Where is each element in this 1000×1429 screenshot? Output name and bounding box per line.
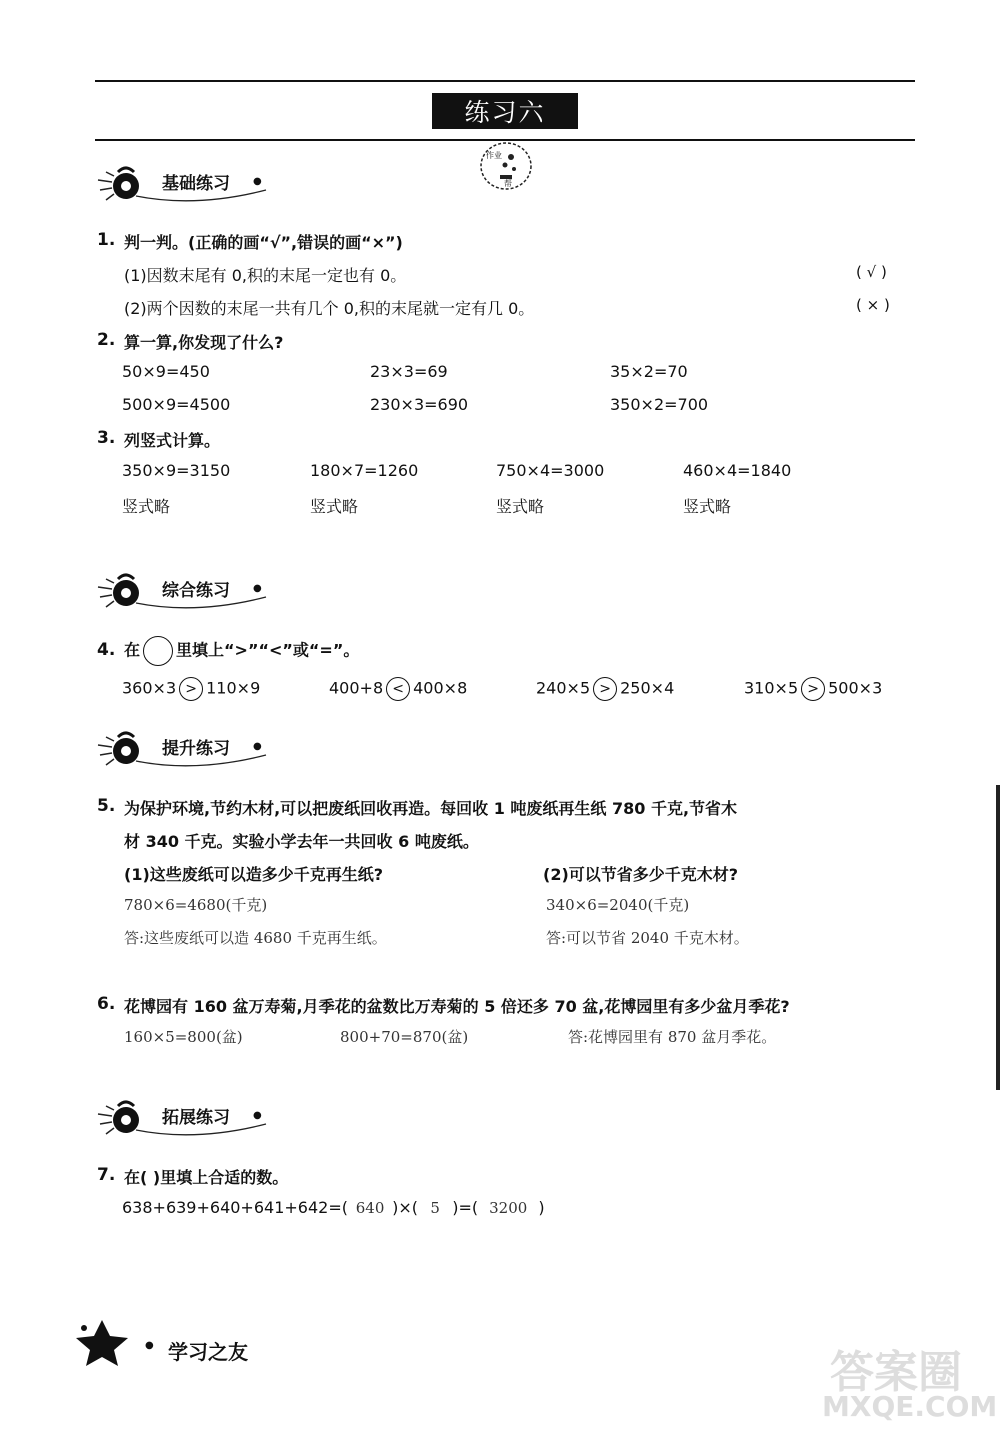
section-header-extension: 拓展练习 ● [96,1094,276,1144]
section-title-basic: 基础练习 [162,174,230,194]
q5-line-1: 为保护环境,节约木材,可以把废纸回收再造。每回收 1 吨废纸再生纸 780 千克,节省木 [124,799,738,818]
q3-item-3: 750×4=3000 [496,461,605,480]
q4-answer-4: > [801,677,825,701]
q7-text: 在( )里填上合适的数。 [124,1168,289,1187]
q5-line-2: 材 340 千克。实验小学去年一共回收 6 吨废纸。 [124,832,479,851]
q4-answer-2: < [386,677,410,701]
q4-answer-1: > [179,677,203,701]
q2-r2-c3: 350×2=700 [610,395,709,414]
q3-item-4: 460×4=1840 [683,461,792,480]
q7-blank-3: 3200 [489,1199,528,1217]
q4-item-4: 310×5 > 500×3 [744,677,882,701]
q4-text [124,636,359,666]
q4-number: 4. [97,640,116,660]
watermark-logo: 答案圈 [830,1347,962,1398]
q4-item-3: 240×5 > 250×4 [536,677,674,701]
section-title-extension: 拓展练习 [162,1108,230,1128]
q5-sub-1: (1)这些废纸可以造多少千克再生纸? [124,865,384,884]
section-header-basic: 基础练习 ● [96,160,276,210]
q4-item-1: 360×3 > 110×9 [122,677,260,701]
q5-answer-2: 答:可以节省 2040 千克木材。 [546,929,749,947]
q1-item-2: (2)两个因数的末尾一共有几个 0,积的末尾就一定有几 0。 [124,299,535,318]
q7-number: 7. [97,1165,116,1185]
section-title-comprehensive: 综合练习 [162,581,230,601]
q5-number: 5. [97,796,116,816]
side-bar [996,785,1000,1090]
q2-number: 2. [97,330,116,350]
q6-number: 6. [97,994,116,1014]
q4-text-pre: 在 [124,640,141,660]
q2-r2-c2: 230×3=690 [370,395,469,414]
q4-item-2: 400+8 < 400×8 [329,677,467,701]
q3-text: 列竖式计算。 [124,431,221,450]
q2-r1-c1: 50×9=450 [122,362,210,381]
q5-answer-1: 答:这些废纸可以造 4680 千克再生纸。 [124,929,387,947]
q7-blank-1: 640 [355,1199,385,1217]
section-title-advanced: 提升练习 [162,739,230,759]
q6-text: 花博园有 160 盆万寿菊,月季花的盆数比万寿菊的 5 倍还多 70 盆,花博园里有多少盆月季花? [124,997,790,1016]
section-header-advanced: 提升练习 ● [96,725,276,775]
page-title: 练习六 [432,93,578,129]
q7-expression: 638+639+640+641+642=( 640 )×( 5 )=( 3200 ) [122,1198,545,1217]
q3-note-1: 竖式略 [122,497,171,516]
q5-sub-2: (2)可以节省多少千克木材? [543,865,739,884]
q3-note-4: 竖式略 [683,497,732,516]
q1-item-1: (1)因数末尾有 0,积的末尾一定也有 0。 [124,266,407,285]
stamp-text-2: 帮 [504,179,512,188]
q5-calc-2: 340×6=2040(千克) [546,896,690,914]
top-rule [95,80,915,82]
star-icon [72,1318,132,1372]
q6-calc-1: 160×5=800(盆) [124,1028,243,1046]
q2-r1-c2: 23×3=69 [370,362,448,381]
q4-circle-example [143,636,173,666]
q3-note-2: 竖式略 [310,497,359,516]
q6-calc-2: 800+70=870(盆) [340,1028,469,1046]
q2-r2-c1: 500×9=4500 [122,395,231,414]
q3-item-2: 180×7=1260 [310,461,419,480]
q3-note-3: 竖式略 [496,497,545,516]
q6-answer: 答:花博园里有 870 盆月季花。 [568,1028,777,1046]
q7-blank-2: 5 [430,1199,440,1217]
stamp-text-1: 作业 [486,151,502,160]
q3-number: 3. [97,428,116,448]
q5-calc-1: 780×6=4680(千克) [124,896,268,914]
watermark-url: MXQE.COM [822,1390,998,1423]
q2-r1-c3: 35×2=70 [610,362,688,381]
q1-answer-1: ( √ ) [856,263,887,281]
stamp-icon [478,140,534,192]
q4-answer-3: > [593,677,617,701]
q4-text-post: 里填上“>”“<”或“=”。 [176,640,360,660]
q2-text: 算一算,你发现了什么? [124,333,284,352]
footer-label: 学习之友 [168,1340,248,1364]
q1-number: 1. [97,230,116,250]
footer-dot: ● [145,1340,154,1351]
q1-answer-2: ( × ) [856,296,890,314]
section-header-comprehensive: 综合练习 ● [96,567,276,617]
q3-item-1: 350×9=3150 [122,461,231,480]
q1-text: 判一判。(正确的画“√”,错误的画“×”) [124,233,403,252]
